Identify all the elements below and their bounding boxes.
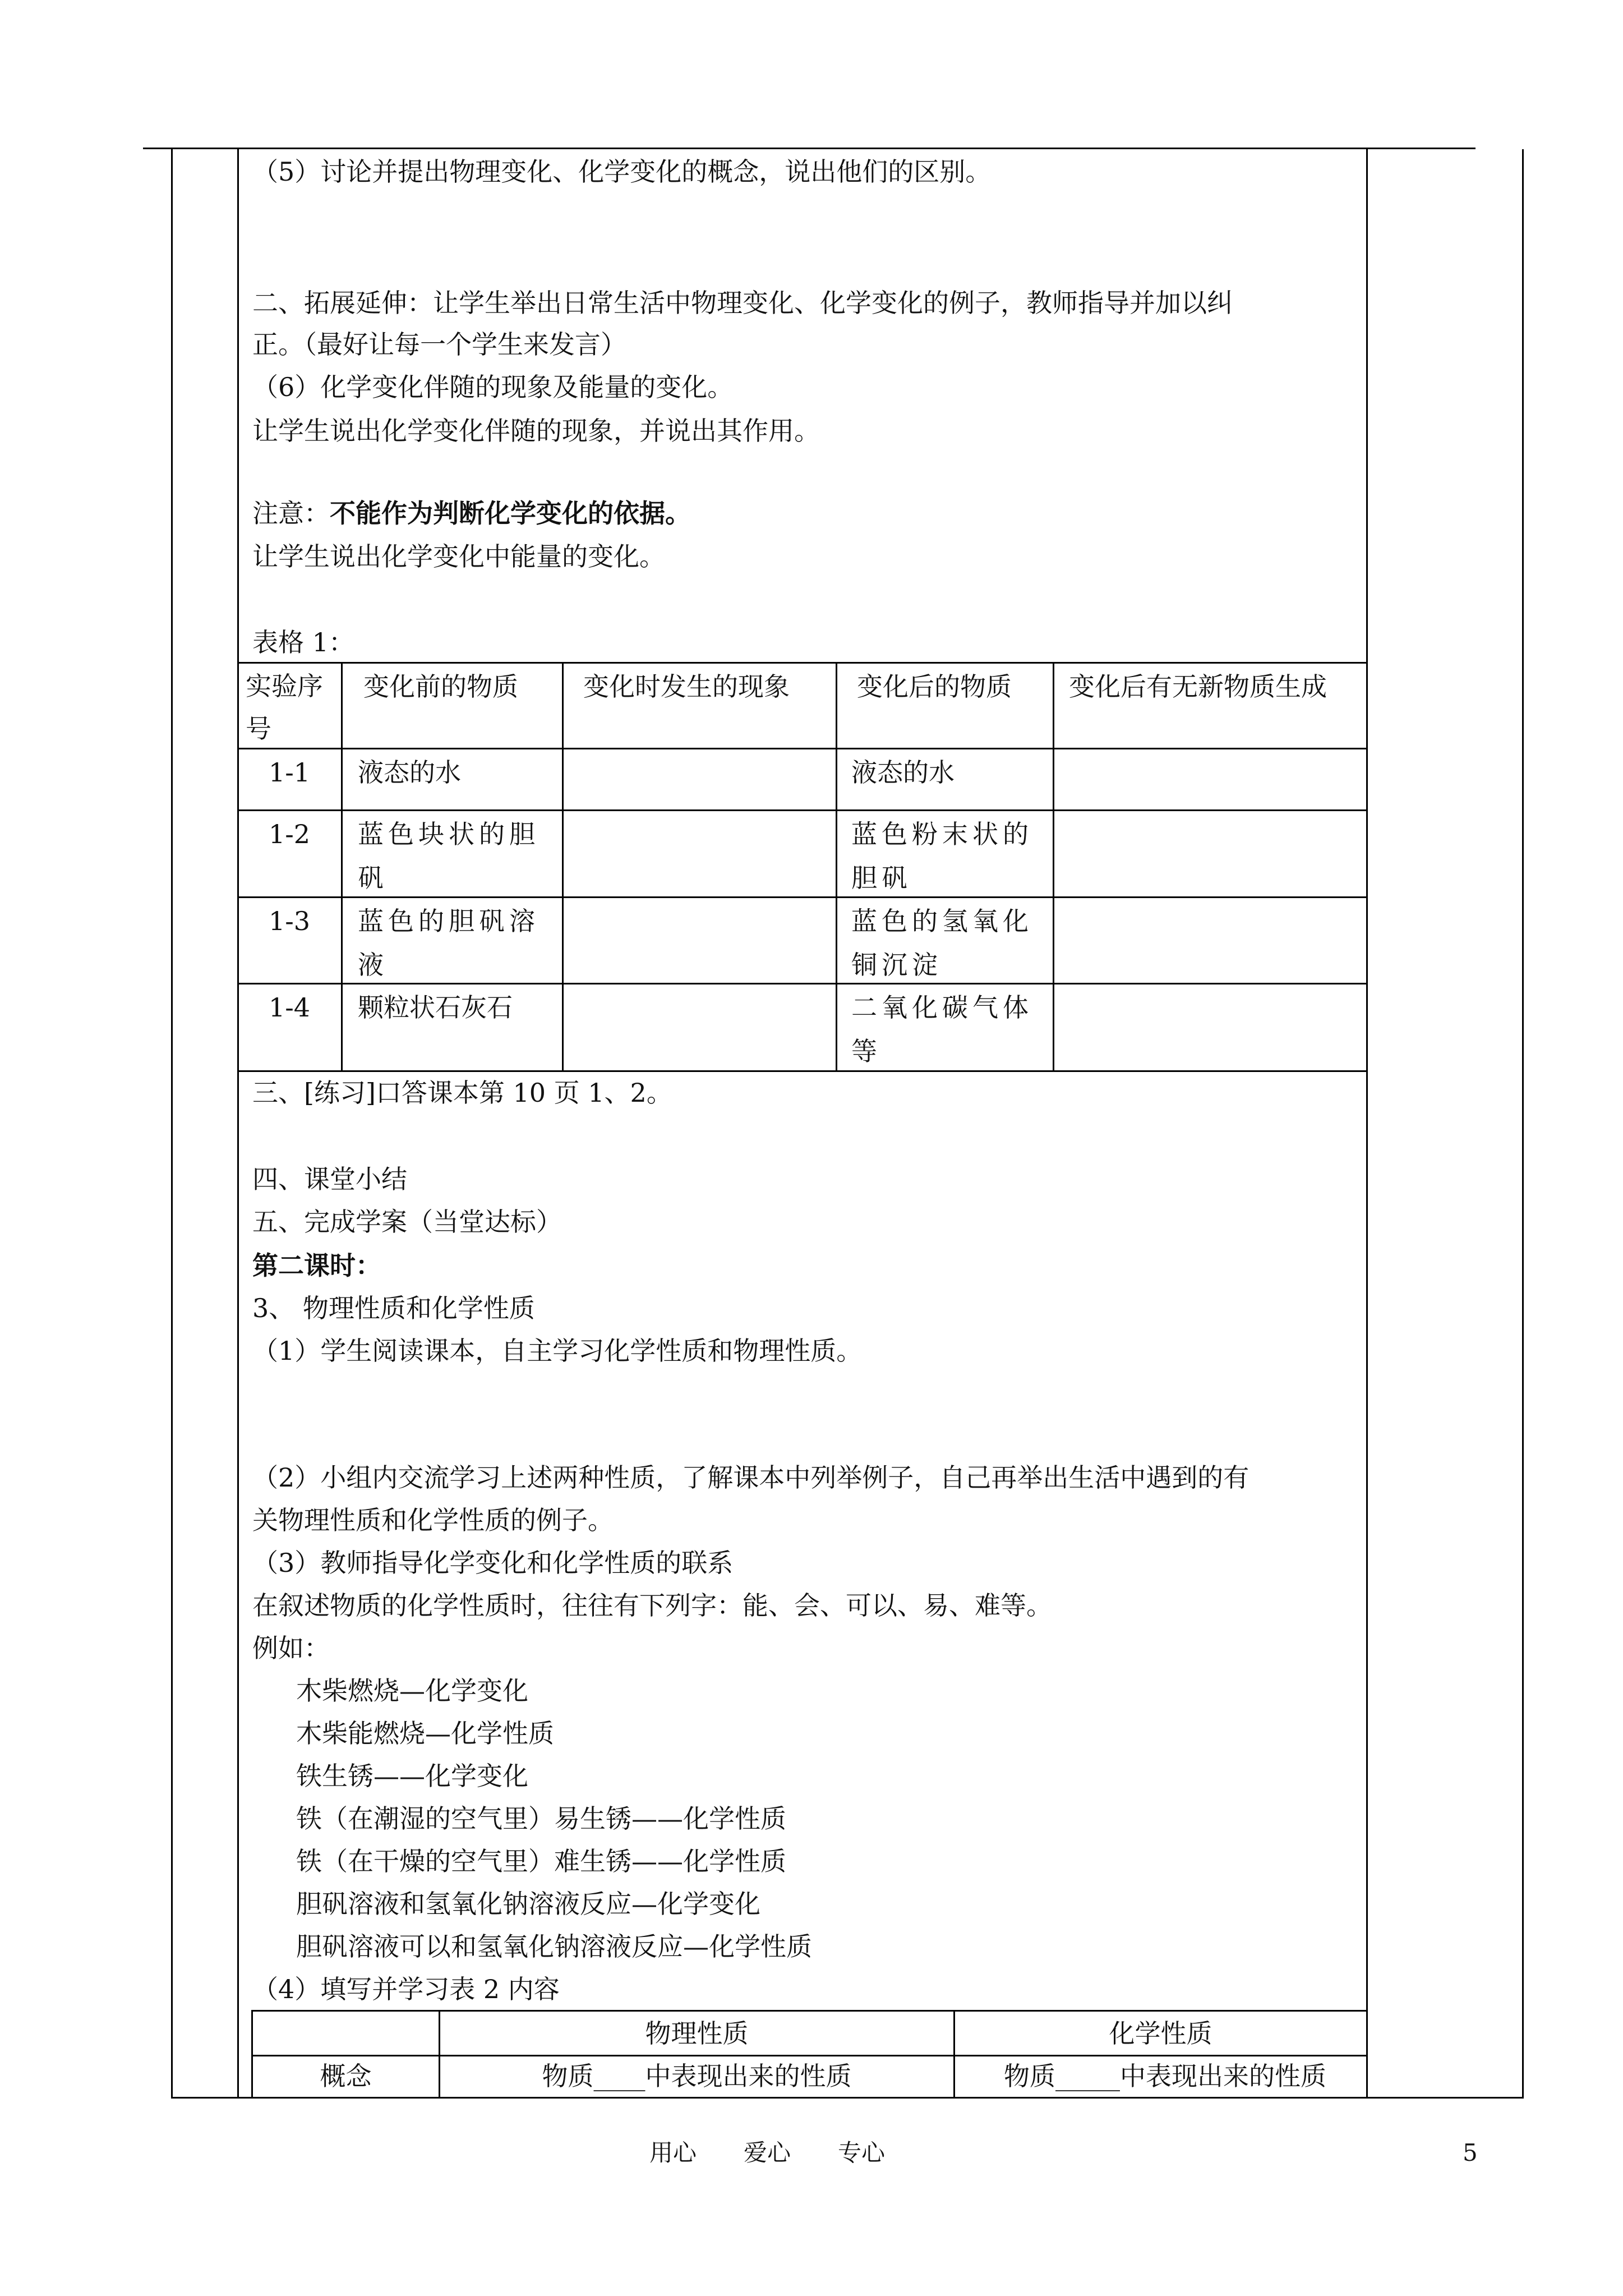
table1-rule <box>237 1070 1368 1072</box>
text-line: 在叙述物质的化学性质时，往往有下列字：能、会、可以、易、难等。 <box>252 1590 1052 1621</box>
table2-cell: 物质____中表现出来的性质 <box>542 2061 852 2091</box>
frame-right-inner <box>1366 149 1368 2098</box>
table1-cell: 蓝色块状的胆矾 <box>358 819 540 893</box>
example-line: 铁（在干燥的空气里）难生锈——化学性质 <box>296 1846 786 1876</box>
table1-header: 变化时发生的现象 <box>583 671 790 702</box>
table-caption: 表格 1： <box>252 627 354 657</box>
section-heading: 第二课时： <box>252 1250 381 1281</box>
text-line: 三、[练习]口答课本第 10 页 1、2。 <box>252 1078 672 1108</box>
example-line: 铁（在潮湿的空气里）易生锈——化学性质 <box>296 1803 786 1834</box>
text-line: 让学生说出化学变化中能量的变化。 <box>252 541 665 572</box>
table1-cell: 1-1 <box>268 757 311 788</box>
table1-col-rule <box>836 662 837 1071</box>
table2-cell: 物质_____中表现出来的性质 <box>1004 2061 1326 2091</box>
text-line: 五、完成学案（当堂达标） <box>252 1207 562 1237</box>
table2-rule <box>251 2097 1368 2099</box>
table1-header: 变化后的物质 <box>857 671 1012 702</box>
text-line: 正。（最好让每一个学生来发言） <box>252 329 626 360</box>
text-line: 3、 物理性质和化学性质 <box>252 1293 535 1323</box>
table1-cell: 1-3 <box>268 906 311 936</box>
text-line: （4）填写并学习表 2 内容 <box>252 1974 560 2004</box>
example-line: 胆矾溶液可以和氢氧化钠溶液反应—化学性质 <box>296 1931 812 1962</box>
table1-cell: 液态的水 <box>851 757 955 788</box>
example-line: 胆矾溶液和氢氧化钠溶液反应—化学变化 <box>296 1889 760 1919</box>
note-line <box>252 496 691 530</box>
text-line: 让学生说出化学变化伴随的现象，并说出其作用。 <box>252 416 820 446</box>
example-line: 铁生锈——化学变化 <box>296 1761 528 1791</box>
example-line: 木柴燃烧—化学变化 <box>296 1676 528 1706</box>
table1-col-rule <box>341 662 343 1071</box>
table1-cell: 颗粒状石灰石 <box>358 992 513 1023</box>
table1-header: 变化后有无新物质生成 <box>1069 671 1327 702</box>
text-line: 二、拓展延伸：让学生举出日常生活中物理变化、化学变化的例子，教师指导并加以纠 <box>252 288 1233 318</box>
text-line: （6）化学变化伴随的现象及能量的变化。 <box>252 372 734 402</box>
table1-cell: 蓝色粉末状的胆矾 <box>851 819 1033 893</box>
table2-header: 物理性质 <box>645 2018 749 2049</box>
table1-header: 变化前的物质 <box>363 671 518 702</box>
table1-rule <box>237 748 1368 749</box>
page-number: 5 <box>1463 2139 1478 2166</box>
table1-col-rule <box>1053 662 1054 1071</box>
table1-rule <box>237 662 1368 664</box>
table1-rule <box>237 809 1368 811</box>
text-line: 例如： <box>252 1633 330 1663</box>
frame-left-outer <box>171 149 173 2098</box>
text-line: （2）小组内交流学习上述两种性质，了解课本中列举例子，自己再举出生活中遇到的有 <box>252 1462 1249 1493</box>
note-prefix: 注意： <box>252 498 330 528</box>
table1-col-rule <box>562 662 564 1071</box>
table1-cell: 液态的水 <box>358 757 461 788</box>
frame-right-outer <box>1522 149 1524 2098</box>
note-emphasis: 不能作为判断化学变化的依据。 <box>330 498 691 528</box>
text-line: （1）学生阅读课本，自主学习化学性质和物理性质。 <box>252 1336 863 1366</box>
example-line: 木柴能燃烧—化学性质 <box>296 1718 554 1749</box>
table1-cell: 蓝色的胆矾溶液 <box>358 906 540 980</box>
footer-motto: 用心 爱心 专心 <box>649 2139 886 2166</box>
table1-cell: 二氧化碳气体等 <box>851 992 1033 1066</box>
header-rule <box>143 148 1476 149</box>
text-line: 关物理性质和化学性质的例子。 <box>252 1505 614 1535</box>
table1-cell: 1-4 <box>268 992 311 1023</box>
text-line: （5）讨论并提出物理变化、化学变化的概念，说出他们的区别。 <box>252 157 992 187</box>
text-line: 四、课堂小结 <box>252 1164 407 1194</box>
table1-cell: 1-2 <box>268 819 311 849</box>
frame-left-inner <box>237 149 239 2098</box>
table1-header: 实验序号 <box>246 671 323 744</box>
text-line: （3）教师指导化学变化和化学性质的联系 <box>252 1548 734 1578</box>
table2-cell: 概念 <box>320 2061 372 2091</box>
table1-cell: 蓝色的氢氧化铜沉淀 <box>851 906 1033 980</box>
table2-header: 化学性质 <box>1109 2018 1212 2049</box>
